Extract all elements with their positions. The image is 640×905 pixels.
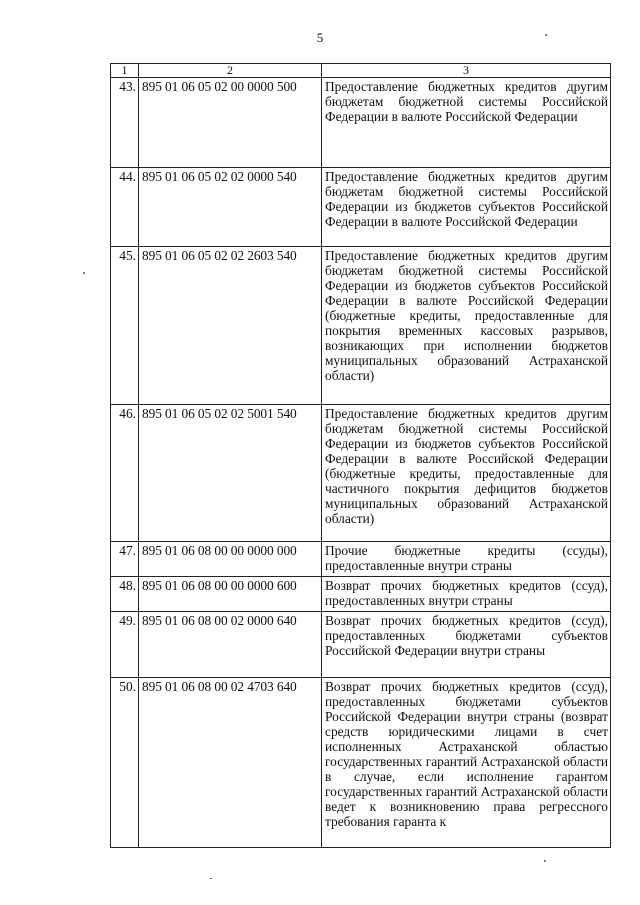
table-row	[111, 678, 611, 848]
budget-code: 895 01 06 05 02 00 0000 500	[139, 78, 322, 168]
row-description: Предоставление бюджетных кредитов другим бюджетам бюджетной системы Российской Федерации в валюте Российской Федерации	[322, 78, 611, 168]
row-number: 50.	[111, 678, 139, 848]
budget-code: 895 01 06 05 02 02 5001 540	[139, 405, 322, 542]
table-row	[111, 78, 611, 168]
scan-speck	[544, 860, 546, 862]
row-description: Предоставление бюджетных кредитов другим бюджетам бюджетной системы Российской Федерации из бюджетов субъектов Российской Федерации в валюте Российской Федерации (бюджетные кредиты, предоставленные для покрытия временных кассовых разрывов, возникающих при исполнении бюджетов муниципальных образований Астраханской области)	[322, 247, 611, 405]
budget-code: 895 01 06 08 00 02 0000 640	[139, 612, 322, 678]
budget-code: 895 01 06 08 00 00 0000 600	[139, 577, 322, 612]
budget-code: 895 01 06 05 02 02 0000 540	[139, 168, 322, 247]
table-header-row	[111, 64, 611, 78]
column-header-description: 3	[322, 64, 611, 78]
table-row	[111, 247, 611, 405]
row-number: 46.	[111, 405, 139, 542]
table-row	[111, 542, 611, 577]
row-description: Предоставление бюджетных кредитов другим бюджетам бюджетной системы Российской Федерации из бюджетов субъектов Российской Федерации в валюте Российской Федерации (бюджетные кредиты, предоставленные для частичного покрытия дефицитов бюджетов муниципальных образований Астраханской области)	[322, 405, 611, 542]
row-number: 48.	[111, 577, 139, 612]
table-row	[111, 168, 611, 247]
row-description: Возврат прочих бюджетных кредитов (ссуд), предоставленных бюджетами субъектов Российской Федерации внутри страны	[322, 612, 611, 678]
row-number: 43.	[111, 78, 139, 168]
scan-speck	[545, 34, 547, 36]
row-description: Прочие бюджетные кредиты (ссуды), предоставленные внутри страны	[322, 542, 611, 577]
row-number: 49.	[111, 612, 139, 678]
budget-code: 895 01 06 05 02 02 2603 540	[139, 247, 322, 405]
row-description: Предоставление бюджетных кредитов другим бюджетам бюджетной системы Российской Федерации из бюджетов субъектов Российской Федерации в валюте Российской Федерации	[322, 168, 611, 247]
budget-code: 895 01 06 08 00 00 0000 000	[139, 542, 322, 577]
document-table	[110, 63, 611, 848]
budget-code: 895 01 06 08 00 02 4703 640	[139, 678, 322, 848]
table-row	[111, 612, 611, 678]
scan-speck	[83, 272, 85, 274]
row-number: 47.	[111, 542, 139, 577]
page-number: 5	[316, 30, 324, 45]
table-row	[111, 405, 611, 542]
row-description: Возврат прочих бюджетных кредитов (ссуд), предоставленных внутри страны	[322, 577, 611, 612]
row-description: Возврат прочих бюджетных кредитов (ссуд), предоставленных бюджетами субъектов Российской Федерации внутри страны (возврат средств юридическими лицами в счет исполненных Астраханской областью государственных гарантий Астраханской области в случае, если исполнение гарантом государственных гарантий Астраханской области ведет к возникновению права регрессного требования гаранта к	[322, 678, 611, 848]
column-header-code: 2	[139, 64, 322, 78]
row-number: 44.	[111, 168, 139, 247]
scan-speck	[210, 878, 212, 879]
row-number: 45.	[111, 247, 139, 405]
table-row	[111, 577, 611, 612]
column-header-number: 1	[111, 64, 139, 78]
